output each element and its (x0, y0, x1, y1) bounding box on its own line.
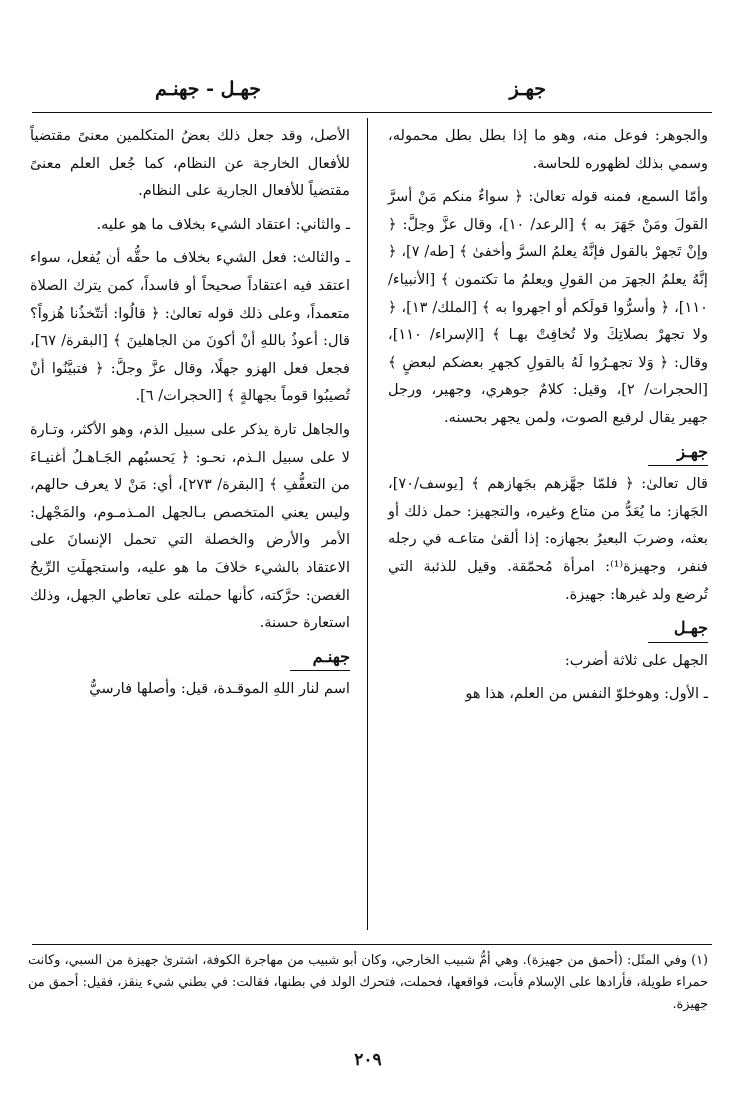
entry-heading-rule (648, 465, 708, 466)
running-header-right: جهـز (509, 78, 546, 100)
paragraph: وأمّا السمع، فمنه قوله تعالىٰ: ﴿ سواءٌ منكم مَنْ أسرَّ القولَ ومَنْ جَهَرَ به ﴾ [الرعد/ ١٠]، وقال عزَّ وجلَّ: ﴿ وإنْ تَجهرْ بالقول فإنَّهُ يعلمُ السرَّ وأخفىٰ ﴾ [طه/ ٧]، ﴿ إنَّهُ يعلمُ الجهرَ من القولِ ويعلمُ ما تكتمون ﴾ [الأنبياء/ ١١٠]، ﴿ وأسرُّوا قولَكم أو اجهروا به ﴾ [الملك/ ١٣]، ﴿ ولا تجهرْ بصلاتِكَ ولا تُخافِتْ بهـا ﴾ [الإسراء/ ١١٠]، وقال: ﴿ وَلا تجهـرُوا لَهُ بالقولِ كجهرِ بعضكم لبعضٍ ﴾ [الحجرات/ ٢]، وقيل: كلامٌ جوهري، وجهير، ورجل جهير يقال لرفيع الصوت، ولمن يجهر بحسنه. (388, 188, 709, 426)
paragraph: ـ والثالث: فعل الشيء بخلاف ما حقُّه أن يُفعل، سواء اعتقد فيه اعتقاداً صحيحاً أو فاسداً، كمن يترك الصلاة متعمداً، وعلى ذلك قوله تعالىٰ: ﴿ قالُوا: أتتّخذُنا هُزواً؟ قال: أعوذُ باللهِ أنْ أكونَ من الجاهلينَ ﴾ [البقرة/ ٦٧]، فجعل فعل الهزو جهلًا، وقال عزَّ وجلَّ: ﴿ فتبيَّنُوا أنْ تُصيبُوا قوماً بجهالةٍ ﴾ [الحجرات/ ٦]. (30, 249, 350, 405)
paragraph: الجهل على ثلاثة أضرب: (564, 651, 708, 669)
entry-heading-jahaz: جهـز (677, 441, 708, 461)
paragraph: الأصل، وقد جعل ذلك بعضُ المتكلمين معنىً مقتضياً للأفعال الخارجة عن النظام، كما جُعل العلم معنىً مقتضياً للأفعال الجارية على النظام. (30, 127, 350, 200)
left-column (30, 122, 350, 709)
paragraph: والجوهر: فوعل منه، وهو ما إذا بطل بطل محموله، وسمي بذلك لظهوره للحاسة. (388, 127, 708, 172)
entry-heading-jahannam: جهنـم (312, 646, 350, 666)
entry-heading-rule (290, 670, 350, 671)
paragraph: ـ والثاني: اعتقاد الشيء بخلاف ما هو عليه. (96, 215, 350, 233)
column-divider (367, 118, 368, 930)
entry-heading-rule (648, 642, 708, 643)
paragraph: اسم لنار اللهِ الموقـدة، قيل: وأصلها فارسيٌّ (89, 680, 350, 698)
right-column (388, 122, 708, 714)
running-header-left: جهـل - جهنـم (155, 78, 262, 100)
footnote: (١) وفي المثَل: (أحمق من جهيزة). وهي أمُّ شبيب الخارجي، وكان أبو شبيب من مهاجرة الكوفة، اشترىٰ جهيزة من السبي، وكانت حمراء طويلة، فأرادها على الإسلام فأبت، فواقعها، فحملت، فتحرك الولد في بطنها، فقالت: في بطني شيء ينقز، فقيل: أحمق من جهيزة. (28, 953, 708, 1012)
footnote-rule (32, 944, 712, 945)
paragraph: قال تعالىٰ: ﴿ فلمّا جهَّزهم بجَهازهم ﴾ [يوسف/٧٠]، الجَهاز: ما يُعَدُّ من متاع وغيره، والتجهيز: حمل ذلك أو بعثه، وضربَ البعيرُ بجهازه: إذا ألقىٰ متاعـه في رجله فنفر، وجهيزة⁽¹⁾: امرأة مُحمّقة. وقيل للذئبة التي تُرضع ولد غيرها: جهيزة. (388, 475, 708, 603)
entry-heading-jahl: جهـل (673, 618, 708, 638)
page-number: ٢٠٩ (354, 1050, 382, 1070)
paragraph: والجاهل تارة يذكر على سبيل الذم، وهو الأكثر، وتـارة لا على سبيل الـذم، نحـو: ﴿ يَحسبُهم الجَـاهـلُ أغنيـاءَ من التعفُّفِ ﴾ [البقرة/ ٢٧٣]، أي: مَنْ لا يعرف حالهم، وليس يعني المتخصص بـالجهل المـذمـوم، والمَجْهل: الأمر والأرض والخصلة التي تحمل الإنسانَ على الاعتقاد بالشيء خلافَ ما هو عليه، واستجهلَتِ الرِّيحُ الغصن: حرَّكته، كأنها حملته على تعاطي الجهل، وذلك استعارة حسنة. (30, 420, 350, 632)
header-rule (32, 112, 712, 113)
paragraph: ـ الأول: وهوخلوّ النفس من العلم، هذا هو (465, 685, 708, 703)
